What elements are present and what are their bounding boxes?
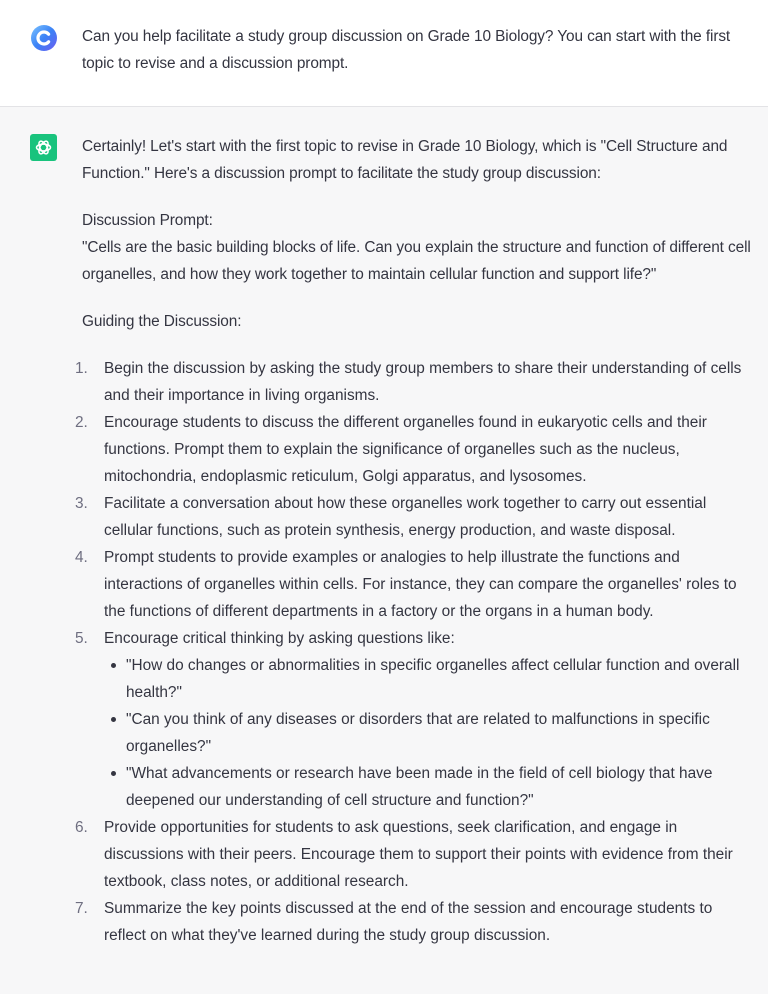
bullet-item-text: "What advancements or research have been made in the field of cell biology that have deepened our understanding of cell structure and function?": [126, 765, 713, 809]
bullet-dot-icon: [111, 771, 116, 776]
list-item: [75, 895, 754, 949]
list-item-text: Facilitate a conversation about how these organelles work together to carry out essential cellular functions, such as protein synthesis, energy production, and waste disposal.: [104, 495, 707, 539]
chatgpt-logo-icon: [30, 134, 57, 161]
user-avatar-icon: [31, 25, 57, 51]
list-item-text: Encourage students to discuss the different organelles found in eukaryotic cells and their functions. Prompt them to explain the significance of organelles such as the nucleus, mitochondria, endoplasmic reticulum, Golgi apparatus, and lysosomes.: [104, 414, 707, 485]
bullet-item: [104, 706, 754, 760]
list-number: 5.: [75, 630, 88, 647]
list-item: [75, 409, 754, 490]
list-item: [75, 355, 754, 409]
list-item-text: Begin the discussion by asking the study group members to share their understanding of cells and their importance in living organisms.: [104, 360, 742, 404]
bullet-item-text: "Can you think of any diseases or disorders that are related to malfunctions in specific organelles?": [126, 711, 710, 755]
list-item: [75, 625, 754, 814]
list-item-text: Prompt students to provide examples or analogies to help illustrate the functions and interactions of organelles within cells. For instance, they can compare the organelles' roles to the functions of different departments in a factory or the organs in a human body.: [104, 549, 737, 620]
bullet-item-text: "How do changes or abnormalities in specific organelles affect cellular function and overall health?": [126, 657, 740, 701]
prompt-heading: Discussion Prompt:: [82, 212, 213, 229]
assistant-intro: Certainly! Let's start with the first topic to revise in Grade 10 Biology, which is "Cell Structure and Function." Here's a discussion prompt to facilitate the study group discussion:: [82, 138, 728, 182]
bullet-dot-icon: [111, 663, 116, 668]
user-message-row: [0, 0, 768, 107]
list-item: [75, 490, 754, 544]
bullet-item: [104, 760, 754, 814]
list-item-text: Provide opportunities for students to ask questions, seek clarification, and engage in discussions with their peers. Encourage them to support their points with evidence from their textbook, class notes, or additional research.: [104, 819, 733, 890]
prompt-text: "Cells are the basic building blocks of life. Can you explain the structure and function of different cell organelles, and how they work together to maintain cellular function and support life?": [82, 239, 751, 283]
list-item-text: Summarize the key points discussed at the end of the session and encourage students to reflect on what they've learned during the study group discussion.: [104, 900, 713, 944]
guide-heading: Guiding the Discussion:: [82, 313, 242, 330]
bullet-dot-icon: [111, 717, 116, 722]
user-message-text: Can you help facilitate a study group discussion on Grade 10 Biology? You can start with the first topic to revise and a discussion prompt.: [82, 28, 731, 72]
list-number: 3.: [75, 495, 88, 512]
list-item: [75, 814, 754, 895]
bullet-item: [104, 652, 754, 706]
list-number: 4.: [75, 549, 88, 566]
list-number: 6.: [75, 819, 88, 836]
list-number: 1.: [75, 360, 88, 377]
list-number: 7.: [75, 900, 88, 917]
questions-list: [104, 652, 754, 814]
list-item: [75, 544, 754, 625]
list-number: 2.: [75, 414, 88, 431]
steps-list: [75, 355, 754, 949]
assistant-message-content: [75, 133, 754, 949]
list-item-text: Encourage critical thinking by asking questions like:: [104, 630, 455, 647]
